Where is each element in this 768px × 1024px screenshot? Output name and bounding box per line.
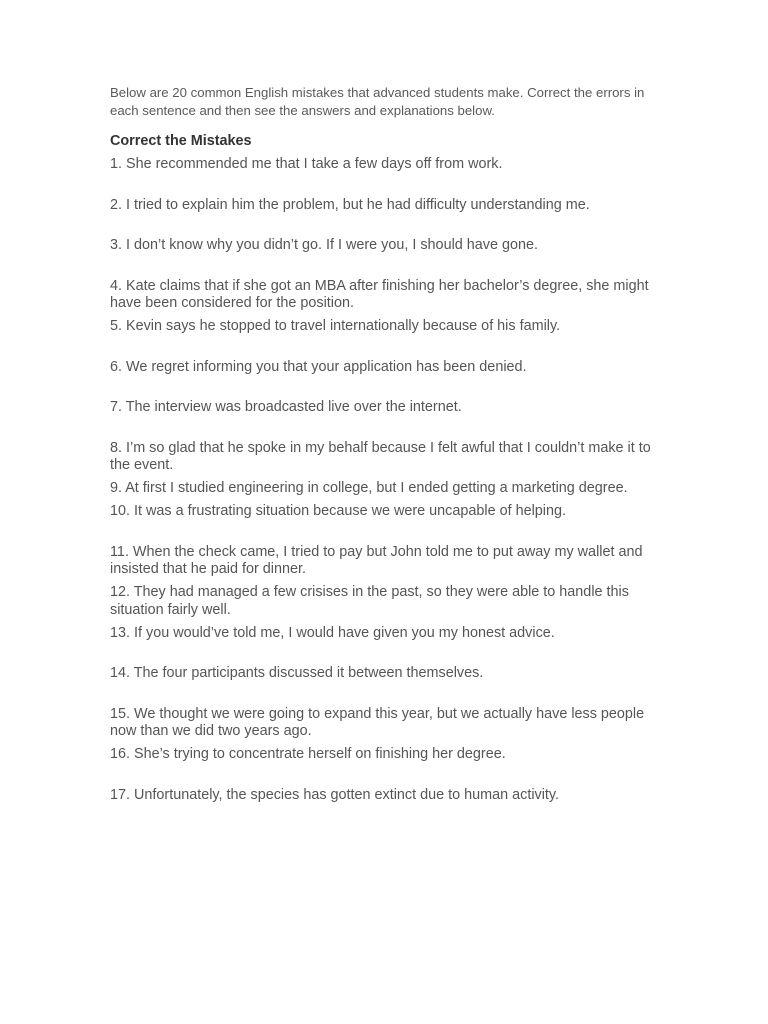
exercise-item: 7. The interview was broadcasted live over the internet. — [110, 399, 462, 415]
exercise-item: 10. It was a frustrating situation because we were uncapable of helping. — [110, 503, 566, 519]
section-heading: Correct the Mistakes — [110, 133, 252, 149]
exercise-item: 8. I’m so glad that he spoke in my behalf because I felt awful that I couldn’t make it to the event. — [110, 439, 651, 473]
exercise-item: 13. If you would’ve told me, I would have given you my honest advice. — [110, 624, 555, 641]
exercise-item: 5. Kevin says he stopped to travel internationally because of his family. — [110, 318, 561, 334]
exercise-list — [110, 156, 662, 804]
exercise-item: 12. They had managed a few crisises in the past, so they were able to handle this situation fairly well. — [110, 584, 629, 618]
intro-paragraph: Below are 20 common English mistakes that advanced students make. Correct the errors in each sentence and then see the answers and explanations below. — [110, 85, 645, 118]
exercise-item: 4. Kate claims that if she got an MBA after finishing her bachelor’s degree, she might have been considered for the position. — [110, 277, 649, 311]
exercise-item: 14. The four participants discussed it between themselves. — [110, 665, 484, 681]
exercise-item: 16. She’s trying to concentrate herself on finishing her degree. — [110, 746, 506, 762]
exercise-item: 6. We regret informing you that your application has been denied. — [110, 358, 527, 375]
exercise-item: 17. Unfortunately, the species has gotten extinct due to human activity. — [110, 786, 560, 803]
exercise-item: 1. She recommended me that I take a few days off from work. — [110, 156, 503, 172]
exercise-item: 11. When the check came, I tried to pay but John told me to put away my wallet and insisted that he paid for dinner. — [110, 543, 643, 577]
document-page — [110, 84, 662, 827]
exercise-item: 3. I don’t know why you didn’t go. If I were you, I should have gone. — [110, 237, 538, 253]
exercise-item: 15. We thought we were going to expand this year, but we actually have less people now than we did two years ago. — [110, 705, 645, 739]
exercise-item: 9. At first I studied engineering in college, but I ended getting a marketing degree. — [110, 480, 628, 496]
exercise-item: 2. I tried to explain him the problem, but he had difficulty understanding me. — [110, 196, 590, 213]
